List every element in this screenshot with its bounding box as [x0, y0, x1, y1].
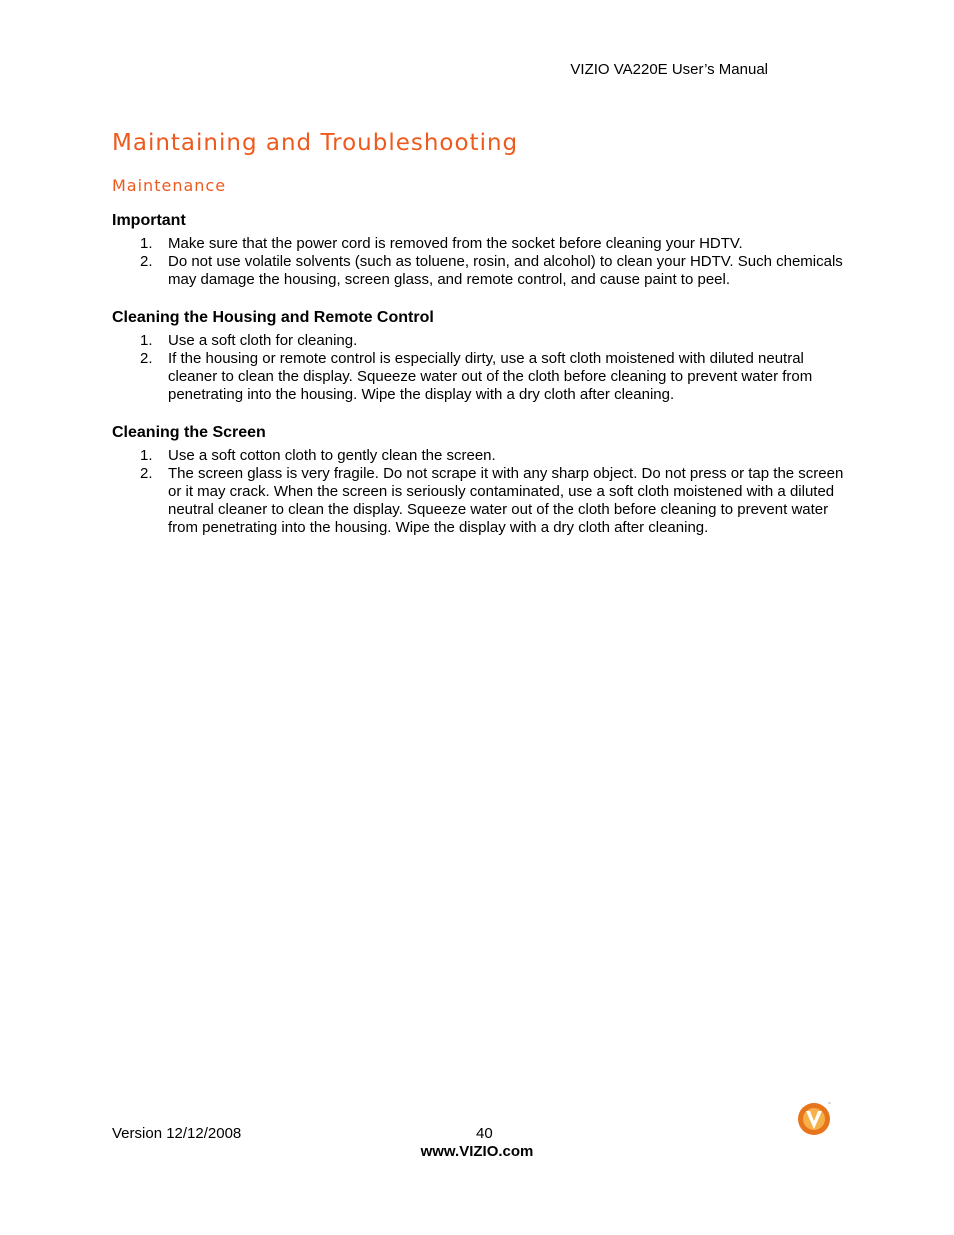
list-item [112, 253, 852, 289]
footer-page-number: 40 [476, 1125, 493, 1142]
numbered-list [112, 235, 852, 289]
section-important [112, 212, 852, 289]
list-text: Make sure that the power cord is removed from the socket before cleaning your HDTV. [168, 235, 743, 252]
list-item [112, 447, 852, 465]
list-number: 2. [140, 350, 153, 367]
list-number: 2. [140, 465, 153, 482]
vizio-logo-icon [797, 1100, 833, 1136]
header-manual-title: VIZIO VA220E User’s Manual [570, 61, 768, 78]
trademark-mark: ™ [827, 1102, 832, 1108]
numbered-list [112, 447, 852, 537]
list-text: Use a soft cloth for cleaning. [168, 332, 358, 349]
section-subtitle: Maintenance [112, 176, 227, 195]
section-cleaning-screen [112, 424, 852, 537]
list-number: 2. [140, 253, 153, 270]
footer-version: Version 12/12/2008 [112, 1125, 242, 1142]
numbered-list [112, 332, 852, 404]
section-cleaning-housing [112, 309, 852, 404]
list-item [112, 465, 852, 537]
section-heading: Cleaning the Housing and Remote Control [112, 309, 434, 326]
page-title: Maintaining and Troubleshooting [112, 130, 519, 156]
list-text: Do not use volatile solvents (such as toluene, rosin, and alcohol) to clean your HDTV. Such chemicals may damage the housing, screen glass, and remote control, and cause paint to peel. [168, 253, 843, 288]
list-text: If the housing or remote control is especially dirty, use a soft cloth moistened with diluted neutral cleaner to clean the display. Squeeze water out of the cloth before cleaning to prevent water from penetrating into the housing. Wipe the display with a dry cloth after cleaning. [168, 350, 813, 403]
list-number: 1. [140, 332, 153, 349]
list-text: Use a soft cotton cloth to gently clean the screen. [168, 447, 496, 464]
list-item [112, 350, 852, 404]
list-item [112, 235, 852, 253]
list-item [112, 332, 852, 350]
section-heading: Important [112, 212, 186, 229]
list-number: 1. [140, 235, 153, 252]
list-text: The screen glass is very fragile. Do not scrape it with any sharp object. Do not press or tap the screen or it may crack. When the screen is seriously contaminated, use a soft cloth moistened with a diluted neutral cleaner to clean the display. Squeeze water out of the cloth before cleaning to prevent water from penetrating into the housing. Wipe the display with a dry cloth after cleaning. [168, 465, 844, 536]
footer-url: www.VIZIO.com [420, 1143, 534, 1160]
section-heading: Cleaning the Screen [112, 424, 266, 441]
list-number: 1. [140, 447, 153, 464]
